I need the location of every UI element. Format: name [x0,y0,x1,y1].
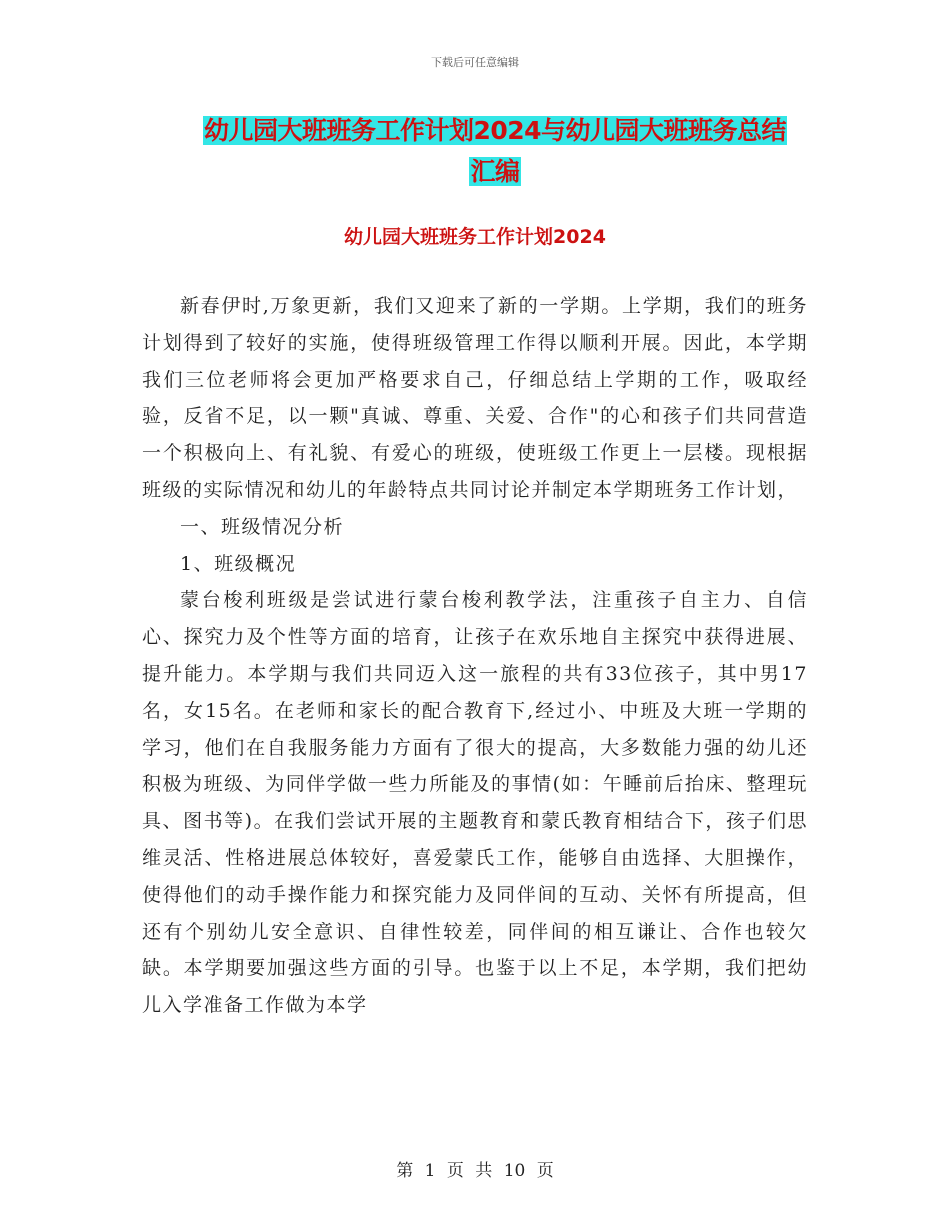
paragraph-intro: 新春伊时,万象更新，我们又迎来了新的一学期。上学期，我们的班务计划得到了较好的实施，使得班级管理工作得以顺利开展。因此，本学期我们三位老师将会更加严格要求自己，仔细总结上学期的工作，吸取经验，反省不足，以一颗"真诚、尊重、关爱、合作"的心和孩子们共同营造一个积极向上、有礼貌、有爱心的班级，使班级工作更上一层楼。现根据班级的实际情况和幼儿的年龄特点共同讨论并制定本学期班务工作计划， [142,295,808,501]
paragraph-heading-class-analysis: 一、班级情况分析 [180,515,345,538]
header-note: 下载后可任意编辑 [431,56,519,69]
document-title [150,110,840,192]
page-number-footer: 第 1 页 共 10 页 [396,1161,554,1181]
section-title: 幼儿园大班班务工作计划2024 [344,226,606,248]
body-text [142,288,808,1024]
document-title-line2: 汇编 [470,157,520,186]
document-title-line1: 幼儿园大班班务工作计划2024与幼儿园大班班务总结 [203,116,787,145]
paragraph-class-overview: 蒙台梭利班级是尝试进行蒙台梭利教学法，注重孩子自主力、自信心、探究力及个性等方面的培育，让孩子在欢乐地自主探究中获得进展、提升能力。本学期与我们共同迈入这一旅程的共有33位孩子，其中男17名，女15名。在老师和家长的配合教育下,经过小、中班及大班一学期的学习，他们在自我服务能力方面有了很大的提高，大多数能力强的幼儿还积极为班级、为同伴学做一些力所能及的事情(如：午睡前后抬床、整理玩具、图书等)。在我们尝试开展的主题教育和蒙氏教育相结合下，孩子们思维灵活、性格进展总体较好，喜爱蒙氏工作，能够自由选择、大胆操作，使得他们的动手操作能力和探究能力及同伴间的互动、关怀有所提高，但还有个别幼儿安全意识、自律性较差，同伴间的相互谦让、合作也较欠缺。本学期要加强这些方面的引导。也鉴于以上不足，本学期，我们把幼儿入学准备工作做为本学 [142,589,808,1017]
paragraph-heading-class-overview: 1、班级概况 [180,552,297,575]
